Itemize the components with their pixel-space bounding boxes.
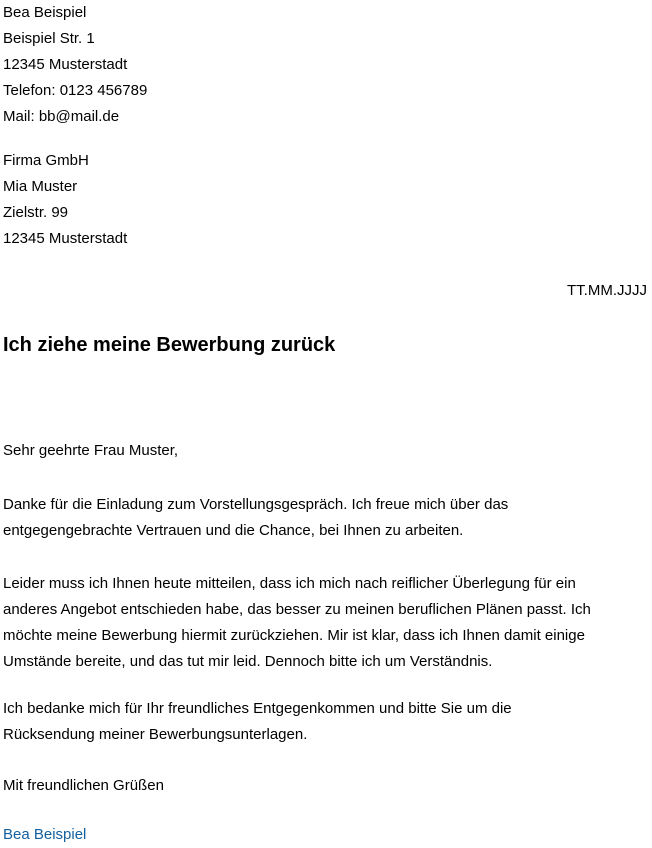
paragraph-line: entgegengebrachte Vertrauen und die Chance, bei Ihnen zu arbeiten. [3,522,464,539]
paragraph-line: Danke für die Einladung zum Vorstellungsgespräch. Ich freue mich über das [3,496,509,513]
paragraph-line: anderes Angebot entschieden habe, das besser zu meinen beruflichen Plänen passt. Ich [3,601,591,618]
paragraph-line: Rücksendung meiner Bewerbungsunterlagen. [3,726,308,743]
recipient-city: 12345 Musterstadt [3,230,128,247]
paragraph-line: Ich bedanke mich für Ihr freundliches Entgegenkommen und bitte Sie um die [3,700,512,717]
closing-formula: Mit freundlichen Grüßen [3,777,164,794]
sender-street: Beispiel Str. 1 [3,30,95,47]
recipient-company: Firma GmbH [3,152,89,169]
sender-city: 12345 Musterstadt [3,56,128,73]
paragraph-line: Umstände bereite, und das tut mir leid. Dennoch bitte ich um Verständnis. [3,653,493,670]
sender-name: Bea Beispiel [3,4,87,21]
paragraph-line: möchte meine Bewerbung hiermit zurückziehen. Mir ist klar, dass ich Ihnen damit einige [3,627,585,644]
date-placeholder: TT.MM.JJJJ [567,282,647,299]
salutation: Sehr geehrte Frau Muster, [3,442,179,459]
recipient-name: Mia Muster [3,178,78,195]
signature-name: Bea Beispiel [3,826,87,843]
sender-phone: Telefon: 0123 456789 [3,82,148,99]
body-paragraph-documents [3,696,650,748]
recipient-street: Zielstr. 99 [3,204,69,221]
body-paragraph-thanks [3,492,650,544]
sender-email: Mail: bb@mail.de [3,108,120,125]
subject-heading: Ich ziehe meine Bewerbung zurück [3,334,336,356]
paragraph-line: Leider muss ich Ihnen heute mitteilen, dass ich mich nach reiflicher Überlegung für ein [3,575,576,592]
sender-address-block [3,0,650,130]
body-paragraph-withdrawal [3,571,650,675]
recipient-address-block [3,148,650,252]
